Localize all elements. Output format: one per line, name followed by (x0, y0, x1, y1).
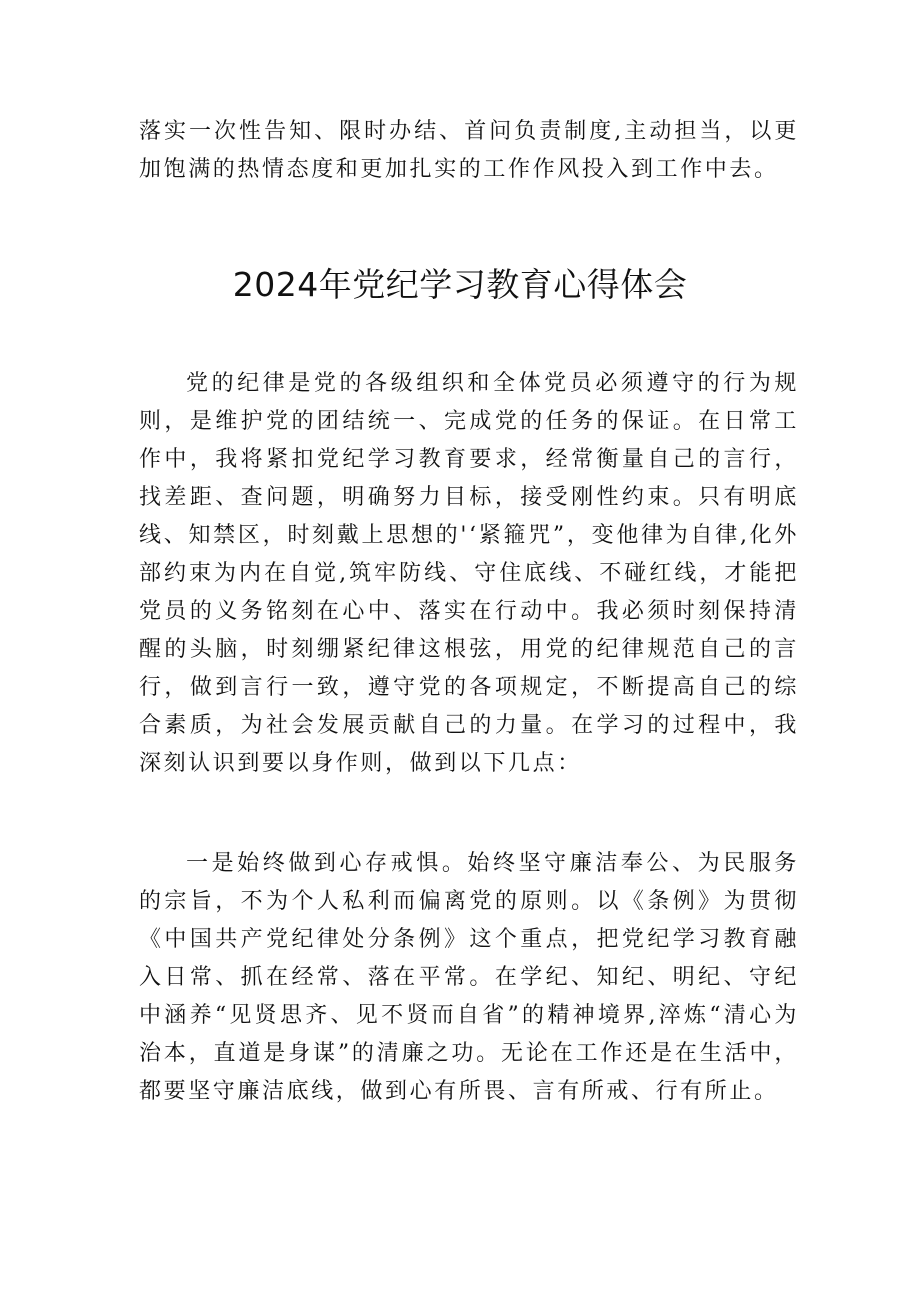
document-title: 2024年党纪学习教育心得体会 (232, 265, 688, 304)
body-paragraph-1: 党的纪律是党的各级组织和全体党员必须遵守的行为规则，是维护党的团结统一、完成党的任务的保证。在日常工作中，我将紧扣党纪学习教育要求，经常衡量自己的言行，找差距、查问题，明确努力目标，接受刚性约束。只有明底线、知禁区，时刻戴上思想的'‘紧箍咒”，变他律为自律,化外部约束为内在自觉,筑牢防线、守住底线、不碰红线，才能把党员的义务铭刻在心中、落实在行动中。我必须时刻保持清醒的头脑，时刻绷紧纪律这根弦，用党的纪律规范自己的言行，做到言行一致，遵守党的各项规定，不断提高自己的综合素质，为社会发展贡献自己的力量。在学习的过程中，我深刻认识到要以身作则，做到以下几点： (139, 371, 799, 776)
continued-paragraph: 落实一次性告知、限时办结、首问负责制度,主动担当，以更加饱满的热情态度和更加扎实的工作作风投入到工作中去。 (139, 119, 799, 182)
body-paragraph-2: 一是始终做到心存戒惧。始终坚守廉洁奉公、为民服务的宗旨，不为个人私利而偏离党的原则。以《条例》为贯彻《中国共产党纪律处分条例》这个重点，把党纪学习教育融入日常、抓在经常、落在平常。在学纪、知纪、明纪、守纪中涵养“见贤思齐、见不贤而自省”的精神境界,淬炼“清心为治本，直道是身谋”的清廉之功。无论在工作还是在生活中，都要坚守廉洁底线，做到心有所畏、言有所戒、行有所止。 (139, 851, 799, 1104)
